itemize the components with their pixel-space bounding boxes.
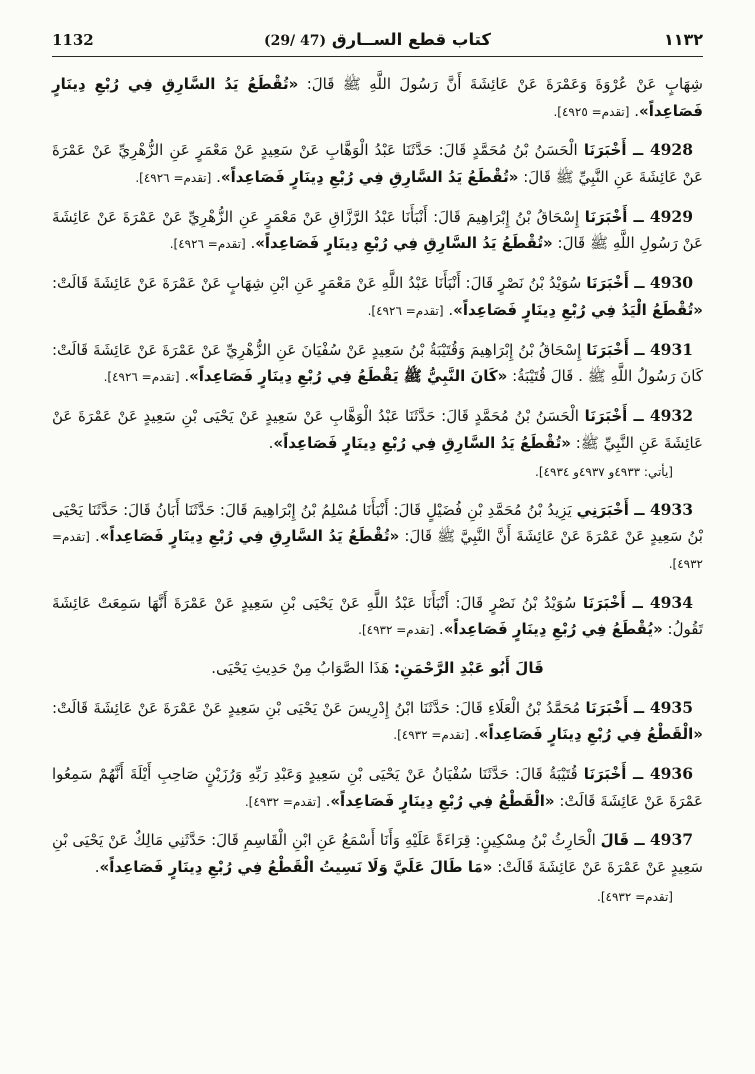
bold-text: قَالَ أَبُو عَبْدِ الرَّحْمَنِ: bbox=[393, 659, 544, 678]
bold-text: أَخْبَرَنَا bbox=[583, 765, 627, 784]
number-separator: ــ bbox=[625, 593, 650, 612]
number-separator: ــ bbox=[628, 274, 650, 293]
bold-text: «تُقْطَعُ يَدُ السَّارِقِ فِي رُبْعِ دِينَارٍ فَصَاعِداً» bbox=[52, 75, 703, 120]
hadith-4934 bbox=[52, 589, 703, 643]
bold-text: «تُقْطَعُ يَدُ السَّارِقِ فِي رُبْعِ دِينَارٍ فَصَاعِداً» bbox=[273, 433, 571, 452]
narration-text: سُوَيْدُ بْنُ نَصْرٍ قَالَ: أَنْبَأَنَا عَبْدُ اللَّهِ عَنْ مَعْمَرٍ عَنِ ابْنِ شِهَابٍ عَنْ عَمْرَةَ عَنْ عَائِشَةَ قَالَتْ: bbox=[52, 274, 587, 293]
back-reference: [تقدم= ٤٩٣٢]. bbox=[358, 623, 435, 638]
narration-text: . bbox=[94, 858, 100, 877]
narration-text: . bbox=[245, 234, 256, 253]
chapter-name: كتاب قطع الســارق bbox=[331, 30, 492, 49]
hadith-number: 4933 bbox=[649, 499, 693, 519]
back-reference: [تقدم= ٤٩٢٦]. bbox=[135, 171, 212, 186]
number-separator: ــ bbox=[628, 500, 650, 519]
page-number-western: 1132 bbox=[52, 31, 94, 49]
narration-text: هَذَا الصَّوَابُ مِنْ حَدِيثِ يَحْيَى. bbox=[211, 659, 394, 678]
number-separator: ــ bbox=[628, 340, 650, 359]
bold-text: أَخْبَرَنَا bbox=[586, 274, 629, 293]
narration-text: سُوَيْدُ بْنُ نَصْرٍ قَالَ: أَنْبَأَنَا عَبْدُ اللَّهِ عَنْ يَحْيَى بْنِ سَعِيدٍ عَنْ عَمْرَةَ أَنَّهَا سَمِعَتْ عَائِشَةَ تَقُولُ: bbox=[52, 593, 703, 639]
hadith-number: 4929 bbox=[649, 206, 693, 226]
bold-text: أَخْبَرَنَا bbox=[583, 141, 627, 160]
back-reference: [تقدم= ٤٩٣٢]. bbox=[244, 794, 321, 809]
bold-text: أَخْبَرَنَا bbox=[584, 406, 628, 425]
narration-text: . bbox=[629, 101, 640, 120]
hadith-4928 bbox=[52, 136, 703, 190]
bold-text: «يُقْطَعُ فِي رُبْعِ دِينَارٍ فَصَاعِداً» bbox=[443, 620, 663, 639]
narration-text: إِسْحَاقُ بْنُ إِبْرَاهِيمَ قَالَ: أَنْبَأَنَا عَبْدُ الرَّزَّاقِ عَنْ مَعْمَرٍ عَنِ الزُّهْرِيِّ عَنْ عَمْرَةَ عَنْ عَائِشَةَ عَنْ رَسُولِ اللَّهِ ﷺ قَالَ: bbox=[52, 207, 703, 253]
number-separator: ــ bbox=[627, 406, 650, 425]
bold-text: «الْقَطْعُ فِي رُبْعِ دِينَارٍ فَصَاعِداً» bbox=[478, 725, 703, 744]
hadith-number: 4936 bbox=[649, 764, 693, 784]
bold-text: قَالَ bbox=[600, 831, 630, 850]
back-reference: [تقدم= ٤٩٢٦]. bbox=[169, 237, 246, 252]
hadith-4937 bbox=[52, 826, 703, 880]
number-separator: ــ bbox=[628, 698, 650, 717]
hadith-4931 bbox=[52, 336, 703, 390]
reference-line bbox=[52, 887, 703, 908]
narration-text: . bbox=[443, 300, 454, 319]
hadith-4936 bbox=[52, 760, 703, 814]
hadith-number: 4935 bbox=[649, 697, 693, 717]
bold-text: «كَانَ النَّبِيُّ ﷺ يَقْطَعُ فِي رُبْعِ دِينَارٍ فَصَاعِداً» bbox=[189, 367, 508, 386]
narration-text: إِسْحَاقُ بْنُ إِبْرَاهِيمَ وَقُتَيْبَةُ بْنُ سَعِيدٍ عَنْ سُفْيَانَ عَنِ الزُّهْرِيِّ عَنْ عَمْرَةَ عَنْ عَائِشَةَ قَالَتْ: كَانَ رَسُولُ اللَّهِ ﷺ . قَالَ قُتَيْبَةُ: bbox=[52, 340, 703, 386]
hadith-number: 4931 bbox=[649, 339, 694, 359]
reference-line bbox=[52, 462, 703, 483]
narration-text: . bbox=[469, 725, 479, 744]
back-reference: [تقدم= ٤٩٣٢]. bbox=[597, 889, 673, 904]
hadith-4932 bbox=[52, 402, 703, 456]
hadith-4929 bbox=[52, 203, 703, 257]
number-separator: ــ bbox=[626, 765, 650, 784]
narration-text: شِهَابٍ عَنْ عُرْوَةَ وَعَمْرَةَ عَنْ عَائِشَةَ أَنَّ رَسُولَ اللَّهِ ﷺ قَالَ: bbox=[298, 75, 703, 93]
continuation-paragraph bbox=[52, 71, 703, 124]
number-separator: ــ bbox=[629, 831, 650, 850]
narration-text: الْحَارِثُ بْنُ مِسْكِينٍ: قِرَاءَةً عَلَيْهِ وَأَنَا أَسْمَعُ عَنِ ابْنِ الْقَاسِمِ قَالَ: حَدَّثَنِي مَالِكٌ عَنْ يَحْيَى بْنِ سَعِيدٍ عَنْ عَمْرَةَ عَنْ عَائِشَةَ قَالَتْ: bbox=[52, 831, 703, 877]
bold-text: «مَا طَالَ عَلَيَّ وَلَا نَسِيتُ الْقَطْعُ فِي رُبْعِ دِينَارٍ فَصَاعِداً» bbox=[99, 858, 493, 877]
back-reference: [تقدم= ٤٩٢٥]. bbox=[553, 104, 630, 119]
narration-text: . bbox=[179, 367, 190, 386]
bold-text: «تُقْطَعُ يَدُ السَّارِقِ فِي رُبْعِ دِينَارٍ فَصَاعِداً» bbox=[99, 527, 400, 546]
narration-text: . bbox=[320, 791, 331, 810]
bold-text: «تُقْطَعُ يَدُ السَّارِقِ فِي رُبْعِ دِينَارٍ فَصَاعِداً» bbox=[220, 168, 519, 187]
hadith-list bbox=[52, 71, 703, 908]
hadith-4930 bbox=[52, 269, 703, 323]
bold-text: «تُقْطَعُ يَدُ السَّارِقِ فِي رُبْعِ دِينَارٍ فَصَاعِداً» bbox=[255, 234, 553, 253]
narration-text: . bbox=[268, 433, 274, 452]
page-number-arabic: ١١٣٢ bbox=[663, 30, 703, 49]
back-reference: [تقدم= ٤٩٣٢]. bbox=[393, 728, 470, 743]
bold-text: أَخْبَرَنَا bbox=[585, 698, 629, 717]
number-separator: ــ bbox=[627, 207, 650, 226]
hadith-number: 4932 bbox=[649, 405, 693, 425]
narration-text: . bbox=[89, 527, 100, 546]
hadith-number: 4928 bbox=[649, 140, 693, 160]
back-reference: [تقدم= ٤٩٢٦]. bbox=[367, 303, 444, 318]
chapter-title bbox=[264, 30, 491, 49]
narration-text: الْحَسَنُ بْنُ مُحَمَّدٍ قَالَ: حَدَّثَنَا عَبْدُ الْوَهَّابِ عَنْ سَعِيدٍ عَنْ يَحْيَى بْنِ سَعِيدٍ عَنْ عَمْرَةَ عَنْ عَائِشَةَ عَنِ النَّبِيِّ ﷺ: bbox=[52, 406, 703, 452]
narration-text: الْحَسَنُ بْنُ مُحَمَّدٍ قَالَ: حَدَّثَنَا عَبْدُ الْوَهَّابِ عَنْ سَعِيدٍ عَنْ مَعْمَرٍ عَنِ الزُّهْرِيِّ عَنْ عَمْرَةَ عَنْ عَائِشَةَ عَنِ النَّبِيِّ ﷺ قَالَ: bbox=[52, 141, 703, 187]
bold-text: أَخْبَرَنِي bbox=[576, 500, 629, 519]
bold-text: أَخْبَرَنَا bbox=[582, 593, 626, 612]
bold-text: أَخْبَرَنَا bbox=[586, 340, 629, 359]
bold-text: «تُقْطَعُ الْيَدُ فِي رُبْعِ دِينَارٍ فَصَاعِداً» bbox=[453, 300, 703, 319]
bold-text: «الْقَطْعُ فِي رُبْعِ دِينَارٍ فَصَاعِداً» bbox=[330, 791, 555, 810]
bold-text: أَخْبَرَنَا bbox=[584, 207, 628, 226]
narration-text: . bbox=[434, 620, 444, 639]
number-separator: ــ bbox=[626, 141, 650, 160]
hadith-number: 4937 bbox=[649, 830, 694, 850]
narration-text: . bbox=[211, 168, 221, 187]
header-rule bbox=[52, 56, 703, 57]
hadith-4933 bbox=[52, 496, 703, 577]
hadith-number: 4934 bbox=[649, 592, 693, 612]
back-reference: [تقدم= ٤٩٢٦]. bbox=[103, 370, 180, 385]
narration-text: يَزِيدُ بْنُ مُحَمَّدِ بْنِ فُضَيْلٍ قَالَ: أَنْبَأَنَا مُسْلِمُ بْنُ إِبْرَاهِيمَ قَالَ: حَدَّثَنَا أَبَانُ قَالَ: حَدَّثَنَا يَحْيَى بْنُ سَعِيدٍ عَنْ عَمْرَةَ عَنْ عَائِشَةَ أَنَّ النَّبِيَّ ﷺ قَالَ: bbox=[52, 500, 703, 546]
chapter-reference: (29/ 47) bbox=[263, 33, 327, 49]
hadith-number: 4930 bbox=[649, 273, 694, 293]
narration-text: قُتَيْبَةُ قَالَ: حَدَّثَنَا سُفْيَانُ عَنْ يَحْيَى بْنِ سَعِيدٍ وَعَبْدِ رَبِّهِ وَرُزَيْنٍ صَاحِبِ أَيْلَةَ أَنَّهُمْ سَمِعُوا عَمْرَةَ عَنْ عَائِشَةَ قَالَتْ: bbox=[52, 765, 703, 810]
page-header bbox=[52, 30, 703, 49]
back-reference: [يأتي: ٤٩٣٣و ٤٩٣٧و ٤٩٣٤]. bbox=[535, 465, 673, 480]
back-reference: [تقدم= ٤٩٣٢]. bbox=[52, 530, 703, 571]
scholar-note bbox=[52, 655, 703, 682]
narration-text: مُحَمَّدُ بْنُ الْعَلَاءِ قَالَ: حَدَّثَنَا ابْنُ إِدْرِيسَ عَنْ يَحْيَى بْنِ سَعِيدٍ عَنْ عَمْرَةَ عَنْ عَائِشَةَ قَالَتْ: bbox=[52, 698, 586, 717]
hadith-4935 bbox=[52, 694, 703, 748]
